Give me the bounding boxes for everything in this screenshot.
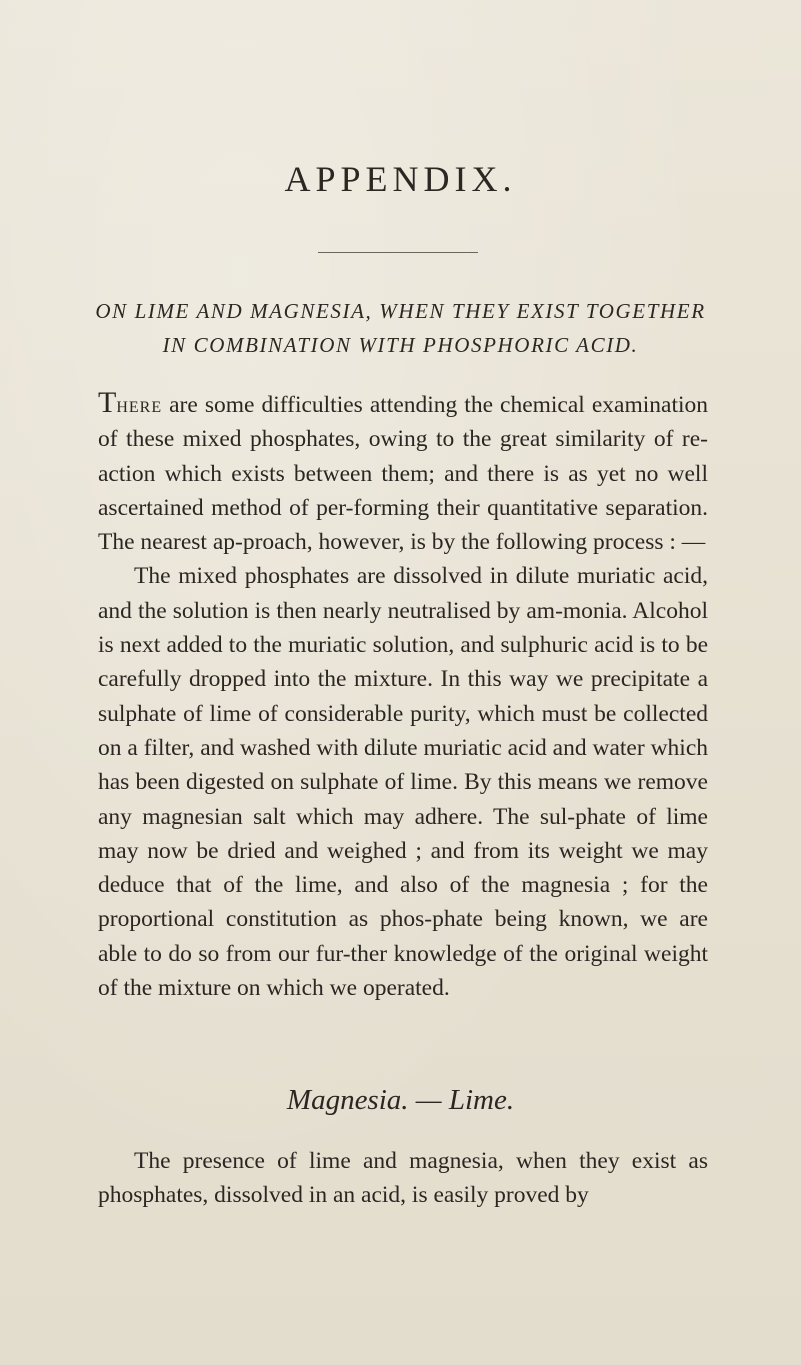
section-heading: Magnesia. — Lime.: [286, 1084, 515, 1116]
body-text-continued: [98, 1144, 708, 1213]
subtitle-line-1: ON LIME AND MAGNESIA, WHEN THEY EXIST TOGETHER: [95, 299, 706, 323]
subtitle-line-2: IN COMBINATION WITH PHOSPHORIC ACID.: [162, 333, 639, 357]
paragraph-3: The presence of lime and magnesia, when they exist as phosphates, dissolved in an acid, is easily proved by: [98, 1148, 708, 1209]
paragraph-2: The mixed phosphates are dissolved in dilute muriatic acid, and the solution is then nearly neutralised by am-monia. Alcohol is next added to the muriatic solution, and sulphuric acid is to be carefully dropped into the mixture. In this way we precipitate a sulphate of lime of considerable purity, which must be collected on a filter, and washed with dilute muriatic acid and water which has been digested on sulphate of lime. By this means we remove any magnesian salt which may adhere. The sul-phate of lime may now be dried and weighed ; and from its weight we may deduce that of the lime, and also of the magnesia ; for the proportional constitution as phos-phate being known, we are able to do so from our fur-ther knowledge of the original weight of the mixture on which we operated.: [98, 563, 708, 1002]
drop-cap: T: [98, 386, 117, 419]
title-divider: [318, 252, 478, 253]
paragraph-1: [98, 388, 708, 559]
page-title: APPENDIX.: [284, 159, 517, 199]
paragraph-1-text: are some difficulties attending the chemical examination of these mixed phosphates, owing to the great similarity of re-action which exists between them; and there is as yet no well ascertained method of per-forming their quantitative separation. The nearest ap-proach, however, is by the following process : —: [98, 392, 708, 556]
body-text: [98, 388, 708, 1005]
small-caps-word: here: [116, 392, 163, 418]
